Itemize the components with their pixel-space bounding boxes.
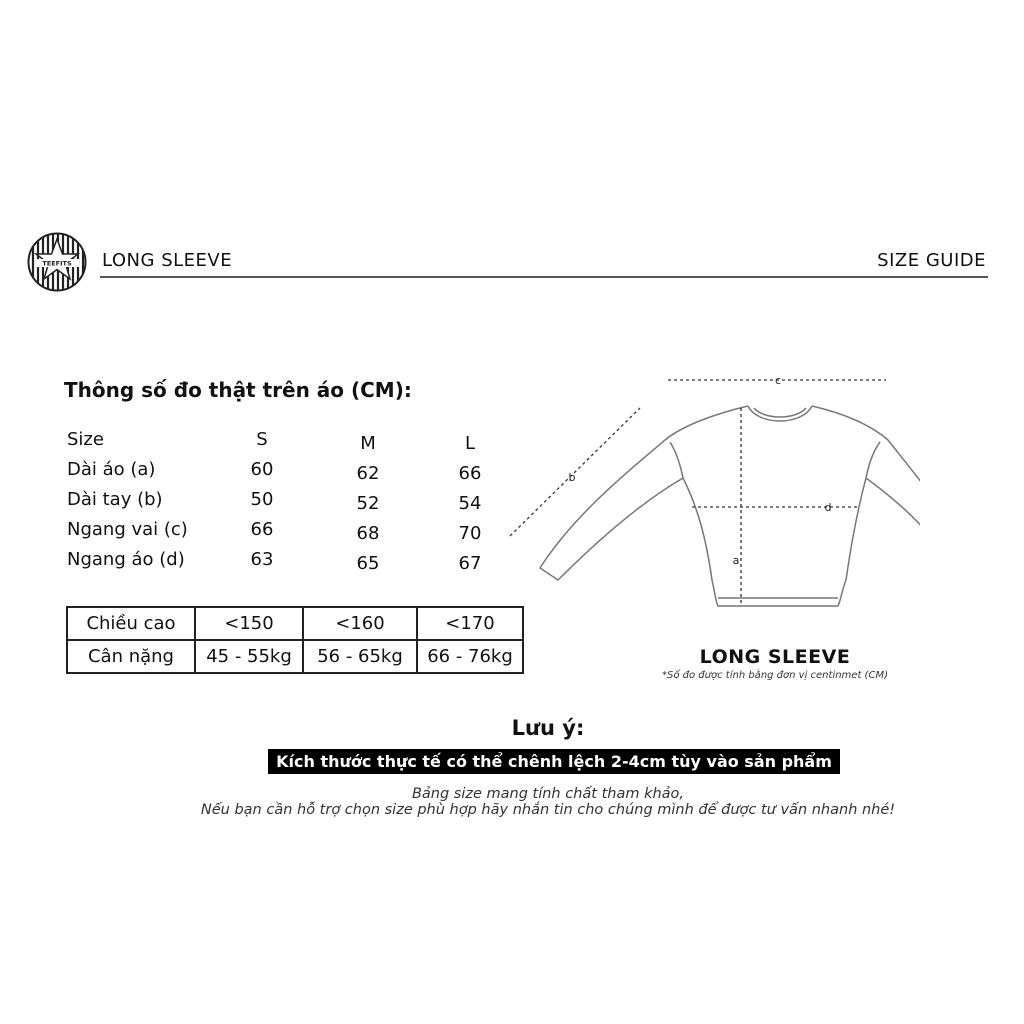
spec-row (67, 484, 501, 514)
spec-value: 60 (250, 458, 274, 480)
product-title: LONG SLEEVE (102, 250, 233, 271)
weight-label: Cân nặng (67, 640, 195, 673)
spec-row-label: Ngang vai (c) (67, 518, 188, 540)
measure-label-a: a (732, 554, 740, 567)
weight-value: 45 - 55kg (195, 640, 303, 673)
spec-row-label: Dài tay (b) (67, 488, 163, 510)
height-weight-table (66, 606, 524, 674)
shirt-outline (540, 406, 920, 606)
measure-label-d: d (824, 501, 832, 514)
weight-value: 56 - 65kg (303, 640, 417, 673)
spec-value: 70 (458, 522, 482, 544)
spec-value: 68 (356, 522, 380, 544)
brand-logo-icon (27, 232, 87, 292)
diagram-unit-note: *Số đo được tính bằng đơn vị centinmet (CM) (662, 670, 888, 681)
spec-header-m: M (360, 432, 376, 454)
spec-value: 63 (250, 548, 274, 570)
logo-text: TEEFITS (42, 259, 72, 268)
measure-label-b: b (568, 471, 576, 484)
spec-row-label: Ngang áo (d) (67, 548, 185, 570)
spec-value: 52 (356, 492, 380, 514)
spec-value: 62 (356, 462, 380, 484)
spec-header-s: S (256, 428, 268, 450)
weight-row (67, 640, 523, 673)
height-value: <150 (195, 607, 303, 640)
spec-value: 54 (458, 492, 482, 514)
spec-value: 65 (356, 552, 380, 574)
notice-line-2: Nếu bạn cần hỗ trợ chọn size phù hợp hãy nhắn tin cho chúng mình để được tư vấn nhanh nhé! (200, 802, 896, 818)
spec-table (67, 424, 501, 574)
notice-banner-container (0, 749, 1024, 774)
height-value: <170 (417, 607, 523, 640)
height-row (67, 607, 523, 640)
spec-row (67, 514, 501, 544)
spec-row-label: Dài áo (a) (67, 458, 156, 480)
notice-title: Lưu ý: (511, 716, 585, 740)
long-sleeve-diagram (500, 368, 920, 618)
spec-title: Thông số đo thật trên áo (CM): (64, 378, 412, 402)
notice-banner: Kích thước thực tế có thể chênh lệch 2-4cm tùy vào sản phẩm (268, 749, 840, 774)
spec-row (67, 454, 501, 484)
spec-value: 67 (458, 552, 482, 574)
spec-value: 66 (458, 462, 482, 484)
height-label: Chiều cao (67, 607, 195, 640)
shirt-collar (748, 406, 812, 421)
header-divider (100, 276, 988, 278)
notice-line-1: Bảng size mang tính chất tham khảo, (411, 786, 685, 802)
spec-header-row (67, 424, 501, 454)
spec-header-l: L (464, 432, 476, 454)
weight-value: 66 - 76kg (417, 640, 523, 673)
spec-value: 66 (250, 518, 274, 540)
diagram-title: LONG SLEEVE (699, 646, 851, 668)
height-value: <160 (303, 607, 417, 640)
measure-label-c: c (774, 374, 782, 387)
spec-value: 50 (250, 488, 274, 510)
spec-row (67, 544, 501, 574)
size-guide-label: SIZE GUIDE (877, 250, 986, 271)
spec-header-size: Size (67, 428, 104, 450)
